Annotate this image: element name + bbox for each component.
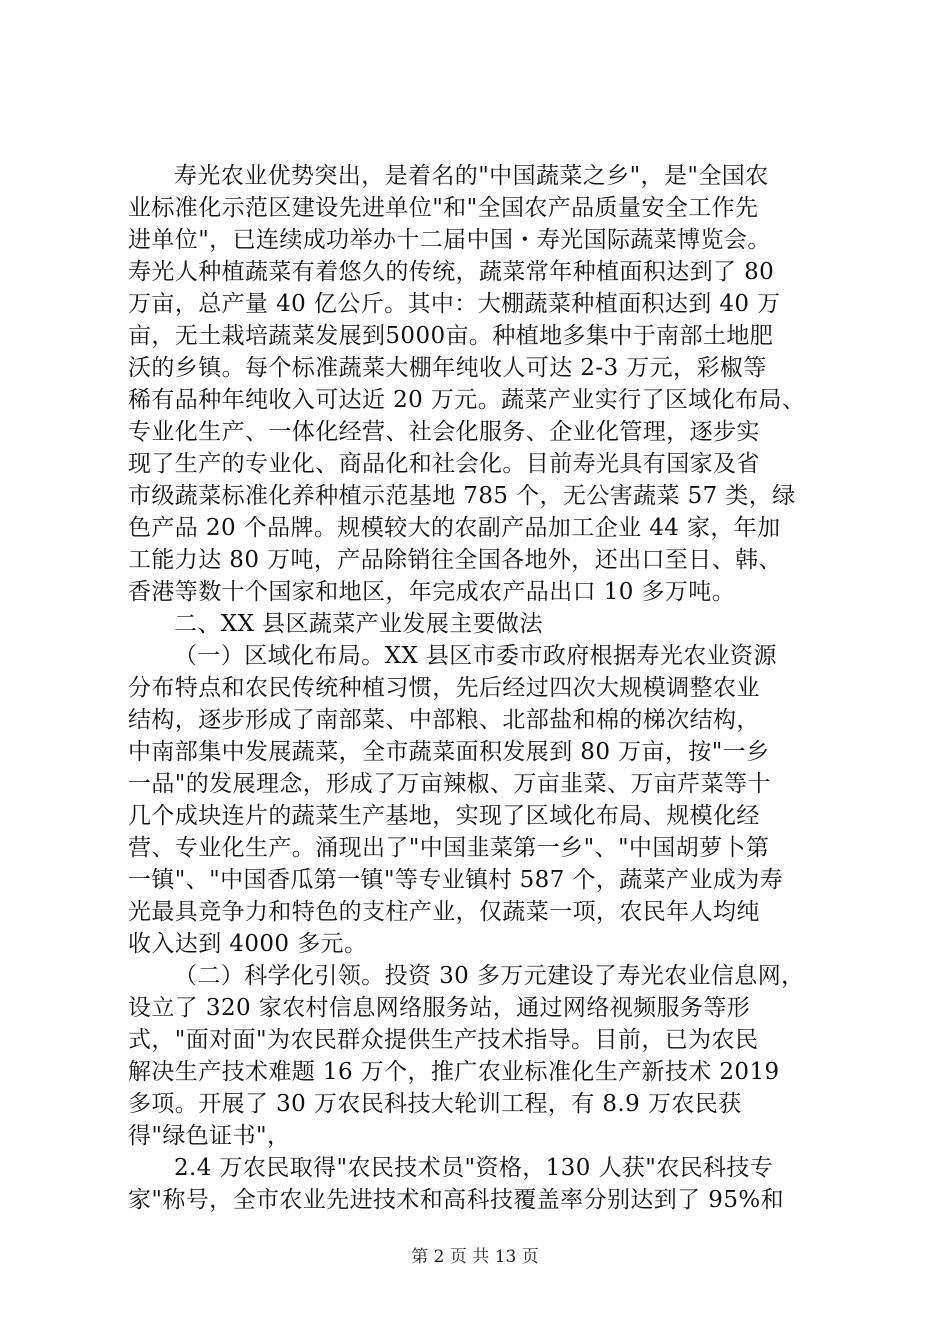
section-heading: 二、XX 县区蔬菜产业发展主要做法 [174,611,543,637]
text-line: 进单位"，已连续成功举办十二届中国・寿光国际蔬菜博览会。 [128,227,771,253]
text-line: 稀有品种年纯收入可达近 20 万元。蔬菜产业实行了区域化布局、 [128,387,806,413]
text-line: 设立了 320 家农村信息网络服务站，通过网络视频服务等形 [128,995,751,1021]
text-line: 分布特点和农民传统种植习惯，先后经过四次大规模调整农业 [128,675,760,701]
text-line: 多项。开展了 30 万农民科技大轮训工程，有 8.9 万农民获 [128,1091,742,1117]
text-line: 专业化生产、一体化经营、社会化服务、企业化管理，逐步实 [128,419,760,445]
text-line: 工能力达 80 万吨，产品除销往全国各地外，还出口至日、韩、 [128,547,782,573]
text-line: 现了生产的专业化、商品化和社会化。目前寿光具有国家及省 [128,451,760,477]
text-line: 一镇"、"中国香瓜第一镇"等专业镇村 587 个，蔬菜产业成为寿 [128,867,784,893]
text-line: 结构，逐步形成了南部菜、中部粮、北部盐和棉的梯次结构， [128,707,760,733]
text-line: 光最具竞争力和特色的支柱产业，仅蔬菜一项，农民年人均纯 [128,899,760,925]
text-line: 一品"的发展理念，形成了万亩辣椒、万亩韭菜、万亩芹菜等十 [128,771,771,797]
text-line: 寿光农业优势突出，是着名的"中国蔬菜之乡"，是"全国农 [174,163,769,189]
text-line: 2.4 万农民取得"农民技术员"资格，130 人获"农民科技专 [174,1155,774,1181]
document-body [128,160,834,1216]
text-line: 寿光人种植蔬菜有着悠久的传统，蔬菜常年种植面积达到了 80 [128,259,775,285]
page-number-footer: 第 2 页 共 13 页 [411,1247,539,1267]
text-line: （一）区域化布局。XX 县区市委市政府根据寿光农业资源 [174,643,777,669]
text-line: 色产品 20 个品牌。规模较大的农副产品加工企业 44 家，年加 [128,515,781,541]
text-line: 万亩，总产量 40 亿公斤。其中：大棚蔬菜种植面积达到 40 万 [128,291,781,317]
text-line: 得"绿色证书"， [128,1123,291,1149]
text-line: 式，"面对面"为农民群众提供生产技术指导。目前，已为农民 [128,1027,759,1053]
text-line: 香港等数十个国家和地区，年完成农产品出口 10 多万吨。 [128,579,736,605]
text-line: （二）科学化引领。投资 30 多万元建设了寿光农业信息网， [174,963,805,989]
text-line: 解决生产技术难题 16 万个，推广农业标准化生产新技术 2019 [128,1059,780,1085]
text-line: 中南部集中发展蔬菜，全市蔬菜面积发展到 80 万亩，按"一乡 [128,739,770,765]
text-line: 收入达到 4000 多元。 [128,931,368,957]
text-line: 几个成块连片的蔬菜生产基地，实现了区域化布局、规模化经 [128,803,760,829]
text-line: 市级蔬菜标准化养种植示范基地 785 个，无公害蔬菜 57 类，绿 [128,483,796,509]
text-line: 家"称号，全市农业先进技术和高科技覆盖率分别达到了 95%和 [128,1187,785,1213]
text-line: 沃的乡镇。每个标准蔬菜大棚年纯收人可达 2-3 万元，彩椒等 [128,355,767,381]
text-line: 亩，无土栽培蔬菜发展到5000亩。种植地多集中于南部土地肥 [128,323,774,349]
text-line: 营、专业化生产。涌现出了"中国韭菜第一乡"、"中国胡萝卜第 [128,835,770,861]
text-line: 业标准化示范区建设先进单位"和"全国农产品质量安全工作先 [128,195,759,221]
